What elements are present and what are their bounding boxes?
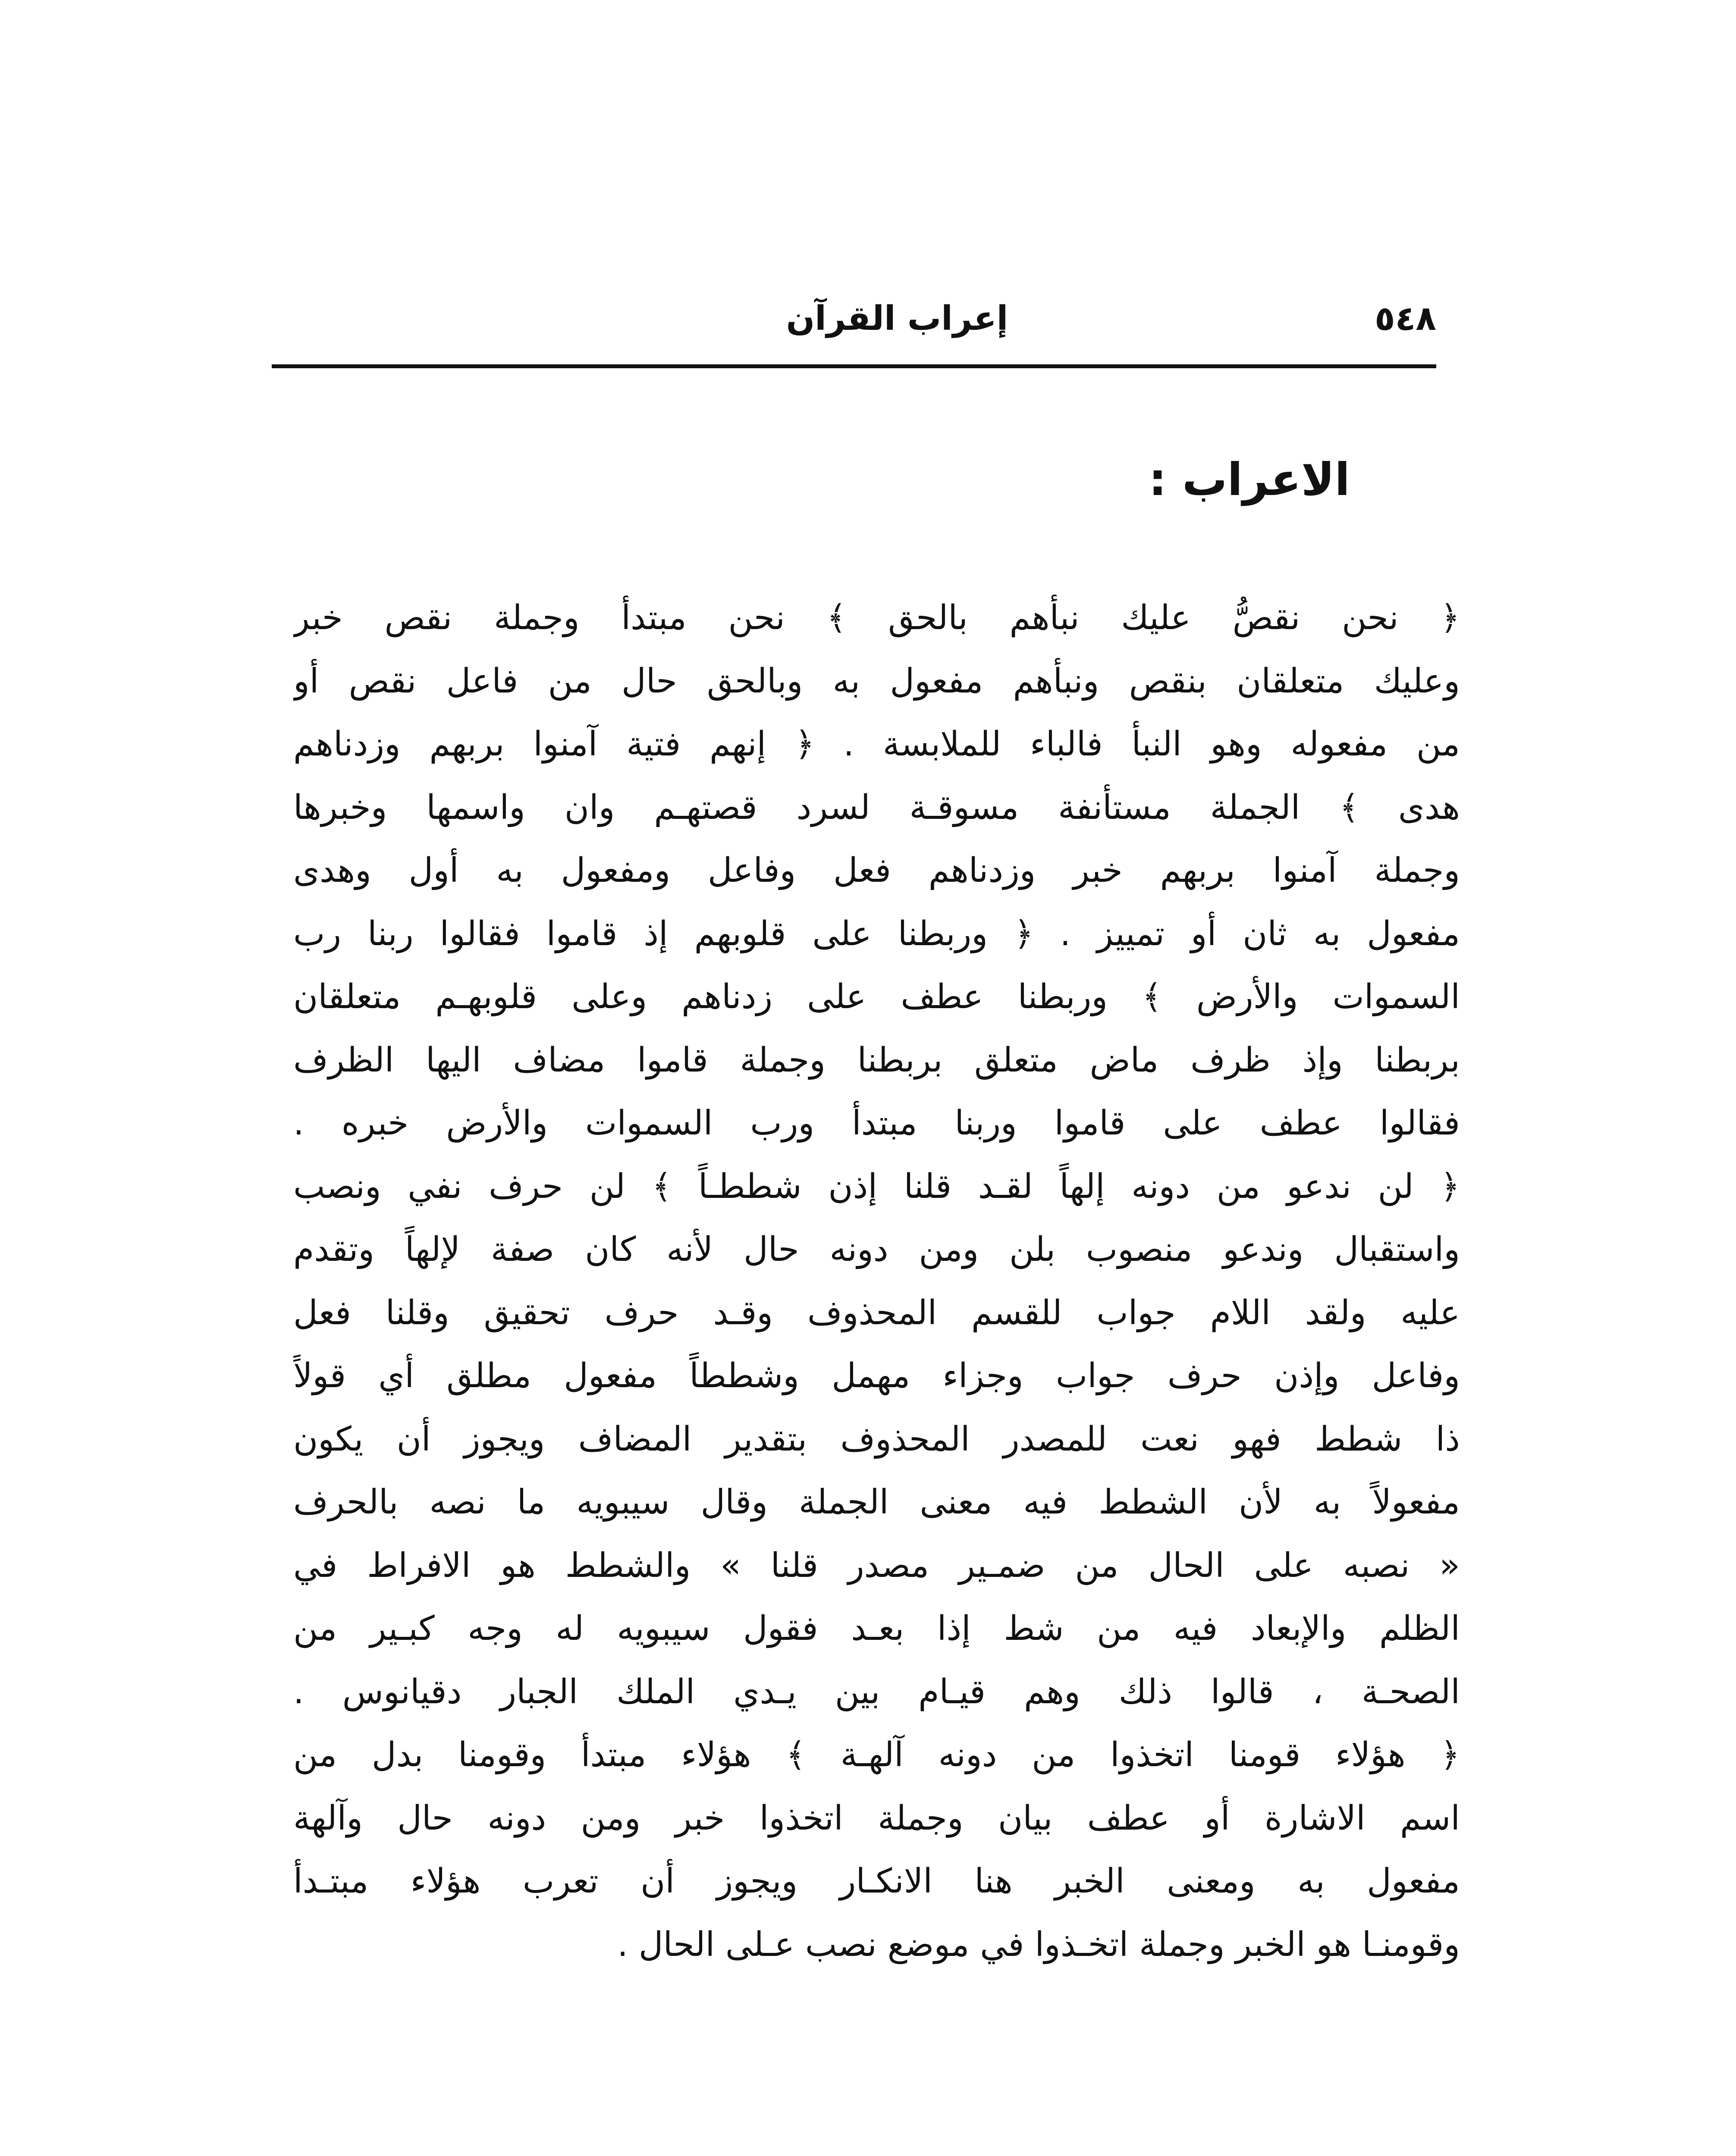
- body-line: بربطنا وإذ ظرف ماض متعلق بربطنا وجملة قاموا مضاف اليها الظرف: [293, 1040, 1460, 1080]
- body-line: « نصبه على الحال من ضمـير مصدر قلنا » والشطط هو الافراط في: [293, 1546, 1460, 1585]
- body-line: عليه ولقد اللام جواب للقسم المحذوف وقـد حرف تحقيق وقلنا فعل: [293, 1293, 1460, 1332]
- body-line: فقالوا عطف على قاموا وربنا مبتدأ ورب السموات والأرض خبره .: [293, 1104, 1460, 1143]
- running-header: [272, 276, 1436, 375]
- page-number: ٥٤٨: [1375, 299, 1436, 338]
- body-line: مفعول به ومعنى الخبر هنا الانكـار ويجوز أن تعرب هؤلاء مبتـدأ: [293, 1862, 1460, 1901]
- body-line: الظلم والإبعاد فيه من شط إذا بعـد فقول سيبويه له وجه كبـير من: [293, 1609, 1460, 1648]
- body-line: ﴿ لن ندعو من دونه إلهاً لقـد قلنا إذن شططـاً ﴾ لن حرف نفي ونصب: [293, 1167, 1460, 1206]
- header-rule: [272, 364, 1436, 368]
- body-line: السموات والأرض ﴾ وربطنا عطف على زدناهم وعلى قلوبهـم متعلقان: [293, 978, 1460, 1016]
- book-title: إعراب القرآن: [786, 299, 1008, 338]
- body-line: مفعول به ثان أو تمييز . ﴿ وربطنا على قلوبهم إذ قاموا فقالوا ربنا رب: [293, 914, 1460, 953]
- body-line: وقومنـا هو الخبر وجملة اتخـذوا في موضع نصب عـلى الحال .: [617, 1925, 1460, 1964]
- body-line: ﴿ نحن نقصُّ عليك نبأهم بالحق ﴾ نحن مبتدأ وجملة نقص خبر: [293, 599, 1460, 637]
- body-line: واستقبال وندعو منصوب بلن ومن دونه حال لأنه كان صفة لإلهاً وتقدم: [293, 1230, 1460, 1269]
- section-heading: الاعراب :: [1149, 453, 1350, 506]
- body-line: الصحـة ، قالوا ذلك وهم قيـام بين يـدي الملك الجبار دقيانوس .: [293, 1672, 1460, 1711]
- body-line: وعليك متعلقان بنقص ونبأهم مفعول به وبالحق حال من فاعل نقص أو: [293, 661, 1460, 701]
- body-line: ﴿ هؤلاء قومنا اتخذوا من دونه آلهـة ﴾ هؤلاء مبتدأ وقومنا بدل من: [293, 1736, 1460, 1774]
- body-line: هدى ﴾ الجملة مستأنفة مسوقـة لسرد قصتهـم وان واسمها وخبرها: [293, 788, 1460, 827]
- body-line: وفاعل وإذن حرف جواب وجزاء مهمل وشططاً مفعول مطلق أي قولاً: [293, 1357, 1460, 1395]
- body-text: [293, 586, 1460, 1976]
- body-line: ذا شطط فهو نعت للمصدر المحذوف بتقدير المضاف ويجوز أن يكون: [293, 1420, 1460, 1459]
- body-line: اسم الاشارة أو عطف بيان وجملة اتخذوا خبر ومن دونه حال وآلهة: [293, 1799, 1460, 1838]
- body-line: وجملة آمنوا بربهم خبر وزدناهم فعل وفاعل ومفعول به أول وهدى: [293, 851, 1460, 890]
- body-line: مفعولاً به لأن الشطط فيه معنى الجملة وقال سيبويه ما نصه بالحرف: [293, 1483, 1460, 1522]
- body-line: من مفعوله وهو النبأ فالباء للملابسة . ﴿ إنهم فتية آمنوا بربهم وزدناهم: [293, 725, 1460, 764]
